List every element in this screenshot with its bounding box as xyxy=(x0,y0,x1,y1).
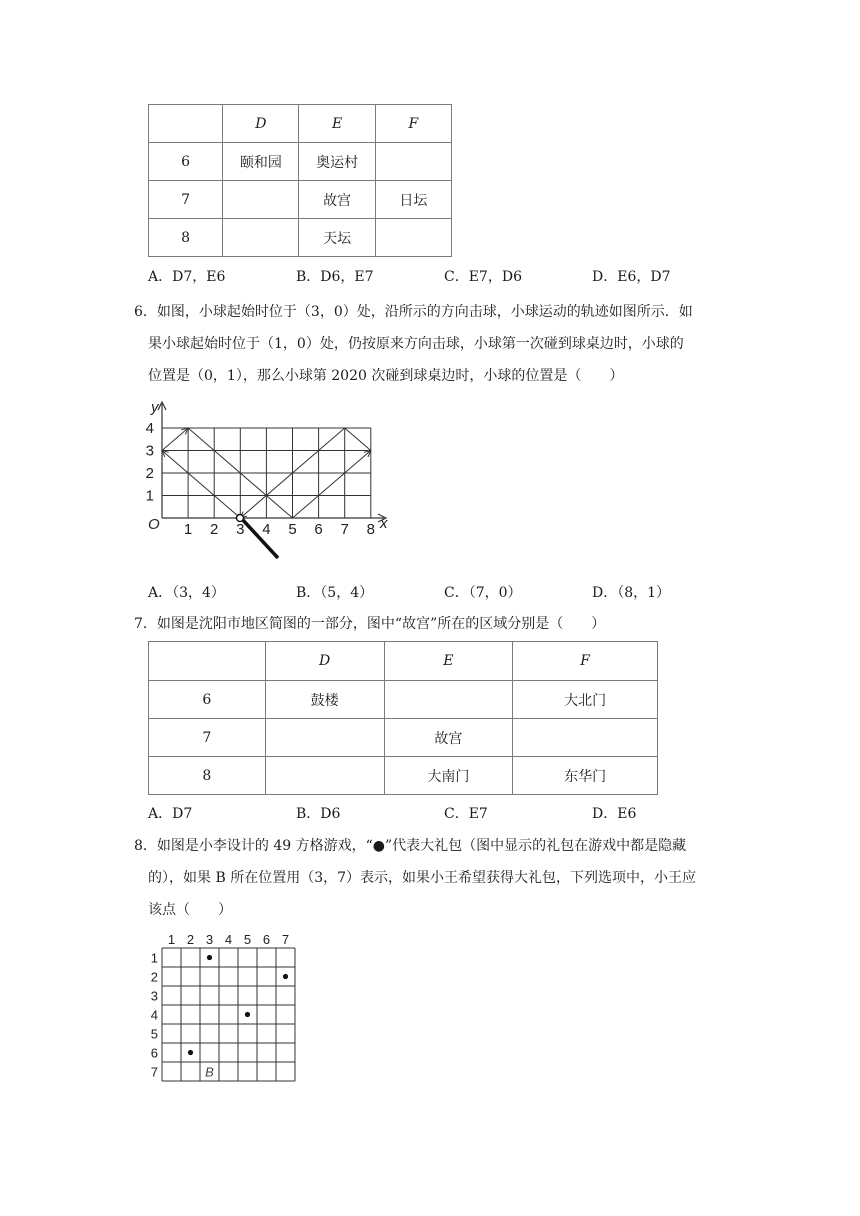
table-cell: 天坛 xyxy=(299,219,375,257)
column-label: 4 xyxy=(224,932,233,947)
x-axis-label: x xyxy=(380,515,388,532)
option-a: A．D7 xyxy=(148,806,193,822)
row-label: 6 xyxy=(150,1045,158,1061)
table-header-cell: F xyxy=(375,105,451,143)
table-cell xyxy=(265,757,384,795)
x-tick-label: 5 xyxy=(288,521,297,538)
option-c: C．E7 xyxy=(444,806,488,822)
q8-line-3: 该点（ ） xyxy=(148,902,232,918)
table-cell xyxy=(223,219,299,257)
prize-dot xyxy=(283,974,288,979)
table-cell xyxy=(223,181,299,219)
table-header-cell: D xyxy=(265,642,384,681)
y-tick-label: 1 xyxy=(145,487,154,505)
x-tick-label: 7 xyxy=(340,521,349,538)
x-tick-label: 2 xyxy=(210,521,219,538)
row-label: 1 xyxy=(150,950,158,966)
prize-dot xyxy=(207,955,212,960)
location-table-2 xyxy=(148,641,658,795)
option-a: A．D7，E6 xyxy=(148,269,226,285)
q8-line-2: 的），如果 B 所在位置用（3，7）表示，如果小王希望获得大礼包，下列选项中，小王应 xyxy=(148,870,697,886)
column-label: 2 xyxy=(186,932,195,947)
q6-stem xyxy=(134,296,774,392)
x-tick-label: 8 xyxy=(366,521,375,538)
q6-line-3: 位置是（0，1），那么小球第 2020 次碰到球桌边时，小球的位置是（ ） xyxy=(148,368,624,384)
x-tick-label: 1 xyxy=(183,521,193,538)
row-label: 7 xyxy=(150,1064,158,1080)
table-cell: 7 xyxy=(149,181,223,219)
table-cell: 鼓楼 xyxy=(265,681,384,719)
table-cell: 奥运村 xyxy=(299,143,375,181)
table-cell xyxy=(384,681,513,719)
table-cell: 8 xyxy=(149,757,266,795)
q7-line-1: 7．如图是沈阳市地区简图的一部分，图中“故宫”所在的区域分别是（ ） xyxy=(134,616,606,632)
q7-stem xyxy=(134,608,774,640)
prize-dot xyxy=(188,1050,193,1055)
table-header-cell xyxy=(149,642,266,681)
q8-line-1: 8．如图是小李设计的 49 方格游戏，“●”代表大礼包（图中显示的礼包在游戏中都是隐藏 xyxy=(134,838,687,854)
table-cell: 日坛 xyxy=(375,181,451,219)
table-cell xyxy=(265,719,384,757)
option-c: C．E7，D6 xyxy=(444,269,522,285)
table-cell: 颐和园 xyxy=(223,143,299,181)
table-header-cell: F xyxy=(513,642,658,681)
y-tick-label: 3 xyxy=(145,442,154,460)
row-label: 2 xyxy=(150,969,158,985)
option-b: B．D6 xyxy=(296,806,341,822)
location-table-1 xyxy=(148,104,452,257)
x-tick-label: 4 xyxy=(262,521,271,538)
table-header-cell: D xyxy=(223,105,299,143)
option-d: D．（8，1） xyxy=(592,585,671,601)
cue-stick xyxy=(241,518,278,558)
y-tick-label: 4 xyxy=(145,420,154,437)
x-tick-label: 6 xyxy=(314,521,323,538)
option-b: B．（5，4） xyxy=(296,585,374,601)
table-cell: 故宫 xyxy=(384,719,513,757)
column-label: 6 xyxy=(262,932,271,947)
table-cell: 东华门 xyxy=(513,757,658,795)
table-cell: 8 xyxy=(149,219,223,257)
y-axis-label: y xyxy=(151,399,159,416)
y-tick-label: 2 xyxy=(145,465,154,482)
q8-stem xyxy=(134,830,774,926)
row-label: 3 xyxy=(150,988,158,1004)
origin-label: O xyxy=(148,516,160,533)
option-b: B．D6，E7 xyxy=(296,269,374,285)
x-tick-label: 3 xyxy=(236,521,245,538)
table-cell: 大北门 xyxy=(513,681,658,719)
q6-line-2: 果小球起始时位于（1，0）处，仍按原来方向击球，小球第一次碰到球桌边时，小球的 xyxy=(148,336,684,352)
option-c: C．（7，0） xyxy=(444,585,522,601)
column-label: 5 xyxy=(243,932,252,947)
column-label: 1 xyxy=(167,932,176,947)
table-cell xyxy=(375,219,451,257)
row-label: 4 xyxy=(150,1007,158,1023)
table-cell: 大南门 xyxy=(384,757,513,795)
table-header-cell: E xyxy=(384,642,513,681)
b-label: B xyxy=(205,1064,214,1080)
option-a: A．（3，4） xyxy=(148,585,225,601)
option-d: D．E6 xyxy=(592,806,637,822)
column-label: 3 xyxy=(205,932,214,947)
row-label: 5 xyxy=(150,1026,158,1042)
q6-billiard-graph xyxy=(140,398,400,566)
table-header-cell: E xyxy=(299,105,375,143)
table-cell: 6 xyxy=(149,143,223,181)
table-cell: 故宫 xyxy=(299,181,375,219)
table-cell: 6 xyxy=(149,681,266,719)
q8-game-grid xyxy=(140,928,310,1088)
q6-line-1: 6．如图，小球起始时位于（3，0）处，沿所示的方向击球，小球运动的轨迹如图所示．如 xyxy=(134,304,693,320)
prize-dot xyxy=(245,1012,250,1017)
table-cell: 7 xyxy=(149,719,266,757)
table-cell xyxy=(513,719,658,757)
column-label: 7 xyxy=(281,932,290,947)
table-header-cell xyxy=(149,105,223,143)
table-cell xyxy=(375,143,451,181)
option-d: D．E6，D7 xyxy=(592,269,671,285)
